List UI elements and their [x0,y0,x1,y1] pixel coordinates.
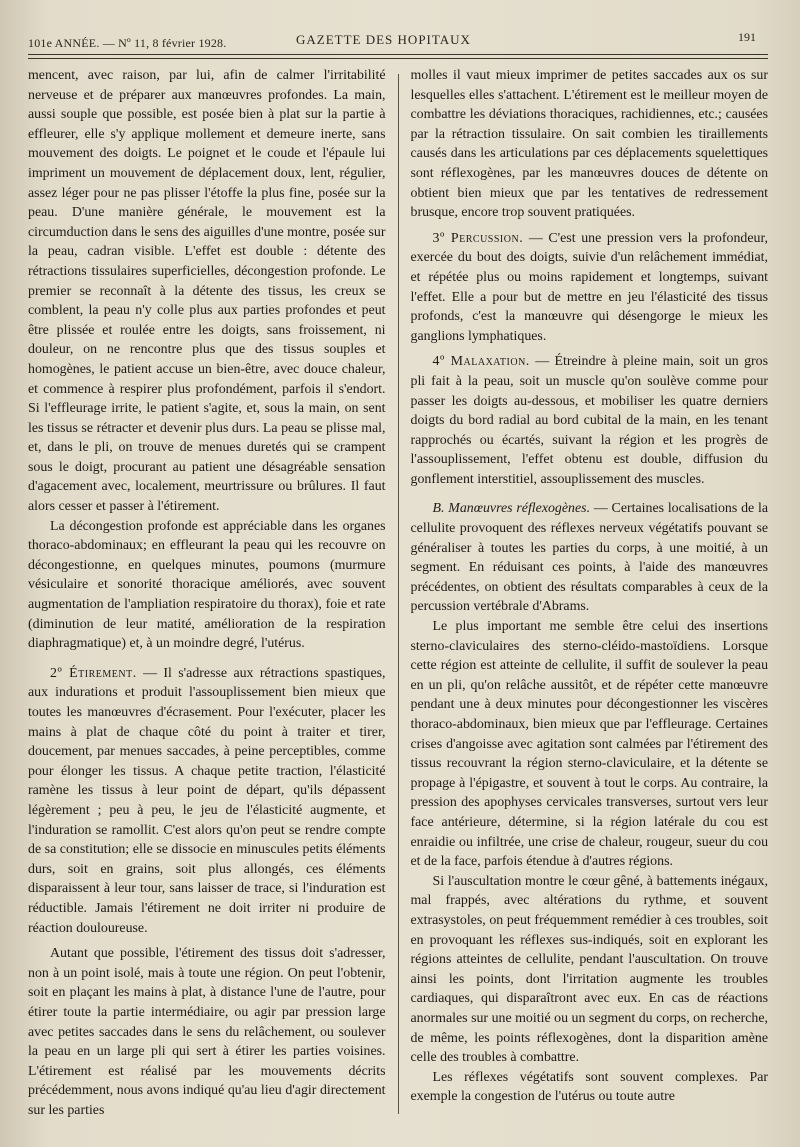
page-number: 191 [738,30,756,44]
paragraph-malaxation [411,352,769,489]
paragraph-sterno: Le plus important me semble être celui des insertions sterno-claviculaires des sterno-cléido-mastoïdiens. Lorsque cette région est atteinte de cellulite, il suffit de soulever la peau en un pli, qu'on relâche aussitôt, et de répéter cette manœuvre pendant une à deux minutes pour décongestionner les viscères thoraco-abdominaux, bien mieux que par l'effleurage. Certaines crises d'angoisse avec agitation sont calmées par l'étirement des tissus recouvrant la région sterno-claviculaire, et la détente se propage à l'épigastre, et souvent à tout le corps. Au contraire, la pression des apophyses cervicales transverses, surtout vers leur face antérieure, détermine, si la région latérale du cou est enraidie ou infiltrée, une crise de chaleur, rougeur, sueur du cou et de la face, parfois étendue à d'autres régions. [410,619,769,870]
paragraph-etirement [28,664,386,938]
section-heading-percussion: 3º Percussion. [432,230,524,246]
issue-info: 101e ANNÉE. — Nº 11, 8 février 1928. [28,36,227,50]
paragraph-text: — Certaines localisations de la cellulite provoquent des réflexes nerveux végétatifs pouvant se généraliser à toutes les parties du corps, à une moitié, à un segment. En réduisant ces points, à l'aide des manœuvres précédentes, on obtient des résultats comparables à ceux de la percussion vertébrale d'Abrams. [410,501,769,615]
section-heading-malaxation: 4º Malaxation. [432,354,530,370]
paragraph-text: — Il s'adresse aux rétractions spastiques, aux indurations et produit l'assouplissement bien mieux que toutes les manœuvres d'écrasement. Pour l'exécuter, placer les mains à plat de chaque côté du point à traiter et tirer, doucement, par menues saccades, à peine perceptibles, comme pour élonger les tissus. A chaque petite traction, l'élasticité ramène les tissus à leur point de départ, qu'ils dépassent légèrement ; peu à peu, le jeu de l'élasticité augmente, et l'induration se ramollit. C'est alors qu'on peut se rendre compte de sa constitution; elle se dissocie en minuscules petits éléments durs, soit en grains, soit plus allongés, ces éléments disparaissent à leur tour, sans laisser de trace, si l'induration est réductible. Jamais l'étirement ne doit irriter ni produire de réaction douloureuse. [28,665,386,936]
paragraph-percussion [411,229,769,347]
running-header [28,30,770,52]
paragraph-reflexogenes [411,499,769,617]
header-rule [28,54,768,55]
paragraph-effleurage: mencent, avec raison, par lui, afin de calmer l'irritabilité nerveuse et de préparer aux manœuvres profondes. La main, aussi souple que possible, est posée bien à plat sur la partie à effleurer, elle s'y applique mollement et demeure inerte, sans mouvement des doigts. Le poignet et le coude et l'épaule lui impriment un mouvement de déplacement doux, lent, régulier, assez léger pour ne pas plisser l'étoffe la plus fine, posée sur la peau. D'une manière générale, le mouvement est la circumduction dans le sens des aiguilles d'une montre, posée sur la peau, cadran visible. L'effet est double : détente des rétractions tissulaires superficielles, décongestion profonde. Le premier se reconnaît à la détente des tissus, les creux se comblent, la peau n'y colle plus aux parties profondes et peut être plissée et roulée entre les doigts, sans froissement, ni douleur, on ne rencontre plus que des tissus souples et homogènes, le patient accuse un bien-être, avec douce chaleur, et commence à respirer plus profondément, parfois il s'endort. Si l'effleurage irrite, le patient s'agite, et, sous la main, on sent les tissus se rétracter et devenir plus durs. La peau se plisse mal, et, dans le pli, on trouve de menues duretés qui se crampent sous le doigt, procurant au patient une désagréable sensation d'agacement avec, localement, meurtrissure ou brûlures. Il faut alors cesser et passer à l'étirement. [28,68,386,515]
header-rule-secondary [28,58,768,59]
article-columns [28,66,768,1126]
paragraph-etirement-cont: molles il vaut mieux imprimer de petites saccades aux os sur lesquelles elles s'attachent. L'étirement est le meilleur moyen de combattre les déviations thoraciques, rachidiennes, etc.; causées par la rétraction tissulaire. On sait combien les tiraillements causés dans les articulations par ces déplacements squelettiques sont réflexogènes, par les manœuvres douces de détente on obtient bien mieux que par les tentatives de redressement brusque, encore trop souvent pratiquées. [410,68,769,221]
column-divider [398,74,399,1114]
paragraph-reflexes: Les réflexes végétatifs sont souvent complexes. Par exemple la congestion de l'utérus ou toute autre [410,1069,769,1105]
section-heading-reflexogenes: B. Manœuvres réflexogènes. [432,501,591,517]
section-heading-etirement: 2º Étirement. [50,665,137,681]
journal-title: GAZETTE DES HOPITAUX [296,32,471,47]
right-column [411,66,769,1126]
paragraph-decongestion: La décongestion profonde est appréciable dans les organes thoraco-abdominaux; en effleurant la peau qui les recouvre on décongestionne, en quelques minutes, poumons (murmure vésiculaire et sonorité thoracique améliorés, avec souvent augmentation de l'ampliation respiratoire du thorax), foie et rate (diminution de leur matité, amélioration de la respiration diaphragmatique) et, à un moindre degré, l'utérus. [28,518,386,652]
paragraph-text: — Étreindre à pleine main, soit un gros pli fait à la peau, soit un muscle qu'on soulève comme pour passer les doigts au-dessous, et mobiliser les quatre derniers doigts du bord radial au bord cubital de la main, en les tenant rapprochés ou écartés, suivant la région et les progrès de l'assouplissement, l'effet obtenu est double, diffusion du gonflement interstitiel, assouplissement des muscles. [410,354,769,487]
left-column [28,66,386,1126]
paragraph-etirement-region: Autant que possible, l'étirement des tissus doit s'adresser, non à un point isolé, mais à toute une région. On peut l'obtenir, soit en plaçant les mains à plat, à distance l'une de l'autre, pour étirer toute la partie intermédiaire, ou agir par pression large avec petites saccades dans le sens du relâchement, ou soulever la peau en un large pli qui sert à étirer les parties voisines. L'étirement est réalisé par les mouvements décrits précédemment, nous avons indiqué qu'au lieu d'agir directement sur les parties [28,946,386,1118]
paragraph-auscultation: Si l'auscultation montre le cœur gêné, à battements inégaux, mal frappés, avec altérations du rythme, et souvent extrasystoles, on peut fréquemment remédier à ces troubles, soit en provoquant les réflexes sus-indiqués, soit en explorant les régions atteintes de cellulite, pendant l'auscultation. On trouve ainsi les points, dont l'irritation augmente les troubles cardiaques, qui disparaîtront avec eux. En cas de réactions anormales sur une moitié ou un segment du corps, on recherche, de même, les points réflexogènes, dont la disparition amène celle des troubles à combattre. [410,873,769,1066]
paragraph-text: — C'est une pression vers la profondeur, exercée du bout des doigts, suivie d'un relâchement immédiat, et répétée plus ou moins rapidement et longtemps, suivant l'effet. Elle a pour but de mettre en jeu l'élasticité des tissus profonds, c'est la manœuvre qui désengorge le mieux les ganglions lymphatiques. [410,230,769,344]
